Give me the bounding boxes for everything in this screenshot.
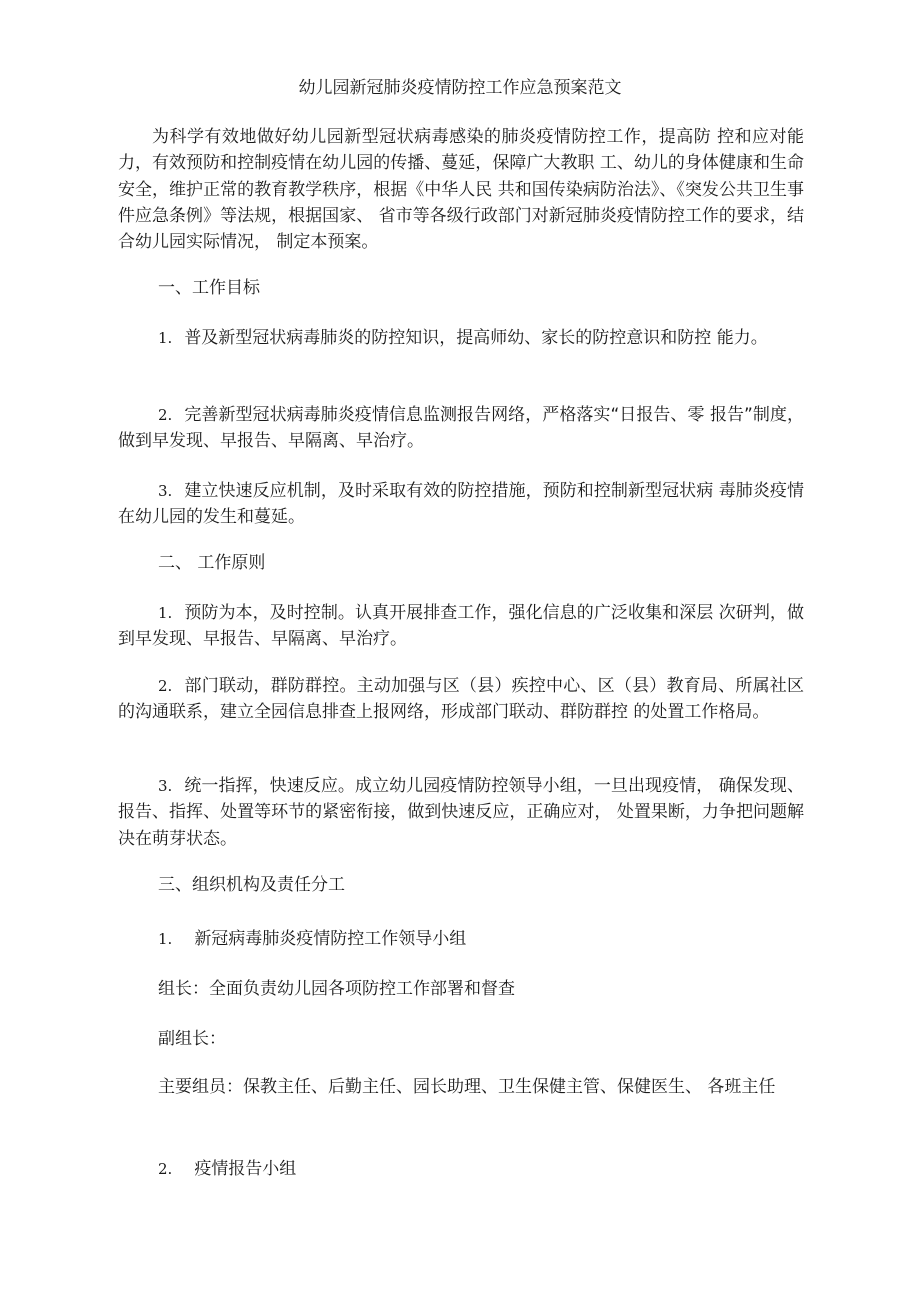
section-heading-principles: 二、 工作原则 [158, 553, 266, 573]
item-number: 3. [158, 482, 173, 500]
item-text: 新冠病毒肺炎疫情防控工作领导小组 [194, 929, 467, 949]
item-number: 1. [158, 604, 173, 622]
section-heading-goals: 一、工作目标 [158, 278, 260, 298]
members-paragraph: 主要组员：保教主任、后勤主任、园长助理、卫生保健主管、保健医生、 各班主任 [158, 1077, 776, 1097]
principle-item-2 [118, 673, 804, 726]
intro-paragraph: 为科学有效地做好幼儿园新型冠状病毒感染的肺炎疫情防控工作，提高防 控和应对能力，有效预防和控制疫情在幼儿园的传播、蔓延，保障广大教职 工、幼儿的身体健康和生命安全，维护正常的教育教学秩序，根据《中华人民 共和国传染病防治法》、《突发公共卫生事件应急条例》等法规，根据国家、 省市等各级行政部门对新冠肺炎疫情防控工作的要求，结合幼儿园实际情况， 制定本预案。 [118, 127, 804, 253]
item-text: 建立快速反应机制，及时采取有效的防控措施，预防和控制新型冠状病 毒肺炎疫情在幼儿园的发生和蔓延。 [118, 481, 804, 528]
leader-line: 组长：全面负责幼儿园各项防控工作部署和督查 [158, 979, 515, 999]
item-number: 2. [158, 677, 173, 695]
item-number: 2. [158, 406, 173, 424]
group-item-1 [158, 926, 466, 952]
principle-item-3 [118, 773, 804, 852]
section-heading-organization: 三、组织机构及责任分工 [158, 875, 345, 895]
item-number: 3. [158, 777, 173, 795]
principle-item-1 [118, 600, 804, 653]
item-text: 普及新型冠状病毒肺炎的防控知识，提高师幼、家长的防控意识和防控 能力。 [184, 328, 768, 348]
item-text: 完善新型冠状病毒肺炎疫情信息监测报告网络，严格落实“日报告、零 报告”制度，做到早发现、早报告、早隔离、早治疗。 [118, 405, 804, 452]
item-text: 预防为本，及时控制。认真开展排查工作，强化信息的广泛收集和深层 次研判，做到早发现、早报告、早隔离、早治疗。 [118, 603, 804, 650]
item-text: 部门联动，群防群控。主动加强与区（县）疾控中心、区（县）教育局、所属社区的沟通联系，建立全园信息排查上报网络，形成部门联动、群防群控 的处置工作格局。 [118, 676, 804, 723]
item-text: 疫情报告小组 [194, 1159, 297, 1179]
goal-item-3 [118, 478, 804, 531]
deputy-leader-line: 副组长： [158, 1029, 226, 1049]
item-number: 2. [158, 1160, 173, 1178]
goal-item-2 [118, 402, 804, 455]
item-number: 1. [158, 930, 173, 948]
item-text: 统一指挥，快速反应。成立幼儿园疫情防控领导小组，一旦出现疫情， 确保发现、报告、指挥、处置等环节的紧密衔接，做到快速反应，正确应对， 处置果断，力争把问题解决在萌芽状态。 [118, 776, 804, 849]
document-title: 幼儿园新冠肺炎疫情防控工作应急预案范文 [298, 78, 622, 98]
group-item-2 [158, 1156, 296, 1182]
goal-item-1 [118, 325, 804, 351]
item-number: 1. [158, 329, 173, 347]
